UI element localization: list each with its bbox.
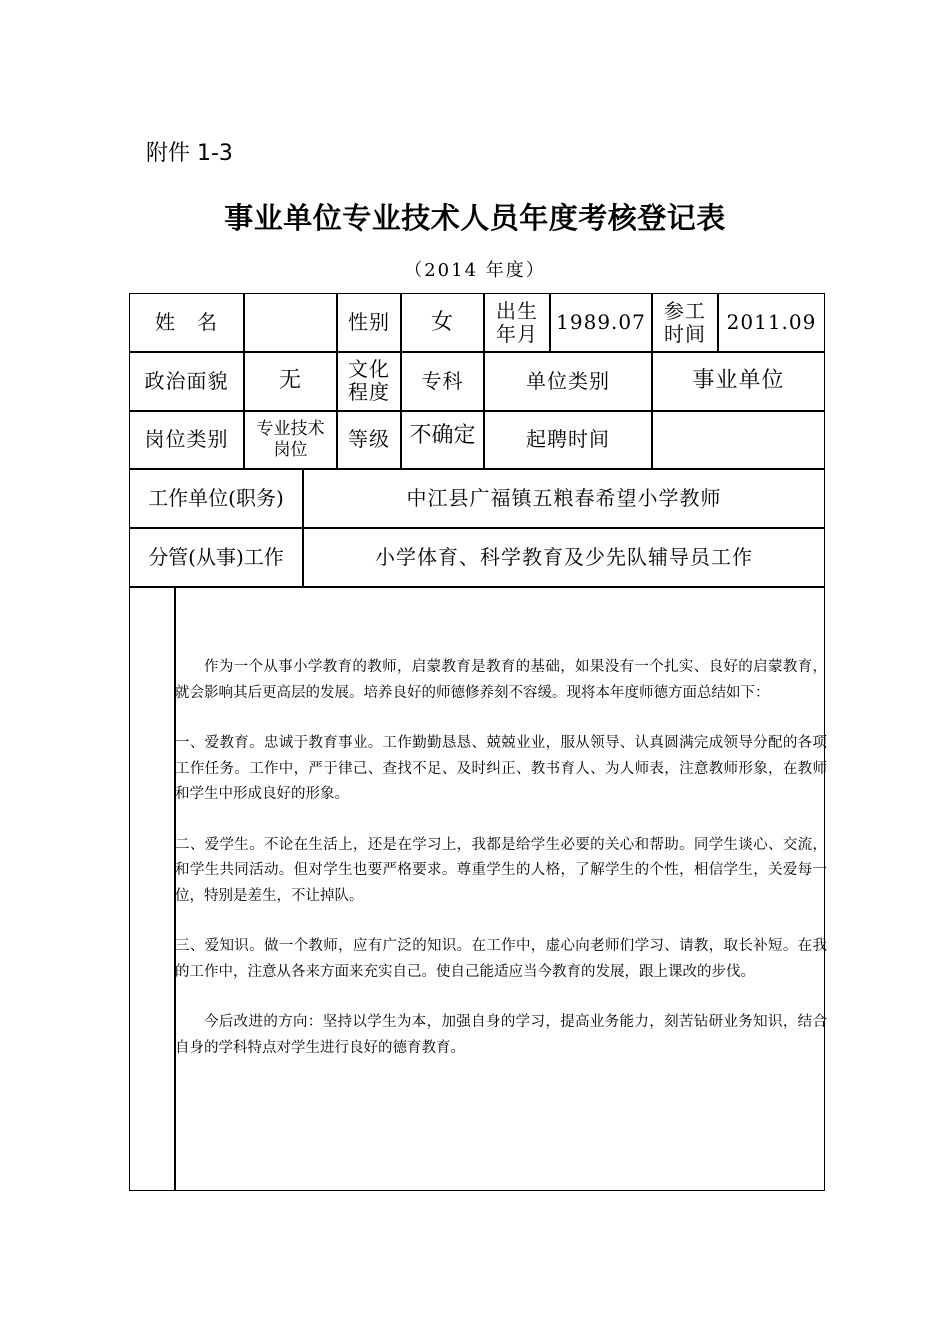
summary-paragraph: 作为一个从事小学教育的教师，启蒙教育是教育的基础，如果没有一个扎实、良好的启蒙教育，就会影响其后更高层的发展。培养良好的师德修养刻不容缓。现将本年度师德方面总结如下： xyxy=(175,659,827,701)
unit-type-label: 单位类别 xyxy=(526,368,610,393)
work-start-label xyxy=(653,294,717,351)
grade-label: 等级 xyxy=(348,427,390,451)
education-label-line1: 文化 xyxy=(348,357,390,381)
politics-label: 政治面貌 xyxy=(144,368,229,393)
name-value xyxy=(245,294,336,351)
post-type-value-line1: 专业技术 xyxy=(256,419,325,440)
work-start-value: 2011.09 xyxy=(726,310,817,334)
summary-paragraph: 一、爱教育。忠诚于教育事业。工作勤勤恳恳、兢兢业业，服从领导、认真圆满完成领导分配的各项工作任务。工作中，严于律己、查找不足、及时纠正、教书育人、为人师表，注意教师形象，在教师和学生中形成良好的形象。 xyxy=(175,735,827,802)
education-label-line2: 程度 xyxy=(348,380,390,404)
post-type-value-line2: 岗位 xyxy=(273,439,308,460)
hire-time-label: 起聘时间 xyxy=(526,427,610,451)
education-label xyxy=(338,352,400,410)
work-start-label-line1: 参工 xyxy=(664,298,706,323)
hire-time-value xyxy=(653,411,824,468)
birth-label-line1: 出生 xyxy=(496,298,538,323)
summary-paragraph: 今后改进的方向：坚持以学生为本，加强自身的学习，提高业务能力，刻苦钻研业务知识，结合自身的学科特点对学生进行良好的德育教育。 xyxy=(175,1014,827,1056)
gender-value: 女 xyxy=(430,309,454,335)
workplace-label: 工作单位(职务) xyxy=(148,485,284,510)
birth-label xyxy=(485,294,549,351)
education-value: 专科 xyxy=(421,368,464,393)
birth-value: 1989.07 xyxy=(556,310,646,334)
annex-label: 附件 1-3 xyxy=(146,141,233,166)
duty-value: 小学体育、科学教育及少先队辅导员工作 xyxy=(375,544,753,569)
summary-paragraph: 二、爱学生。不论在生活上，还是在学习上，我都是给学生必要的关心和帮助。同学生谈心、交流，和学生共同活动。但对学生也要严格要求。尊重学生的人格，了解学生的个性，相信学生，关爱每一位，特别是差生，不让掉队。 xyxy=(175,836,827,904)
summary-paragraph: 三、爱知识。做一个教师，应有广泛的知识。在工作中，虚心向老师们学习、请教，取长补短。在我的工作中，注意从各来方面来充实自己。使自己能适应当今教育的发展，跟上课改的步伐。 xyxy=(175,938,827,980)
workplace-value: 中江县广福镇五粮春希望小学教师 xyxy=(406,485,722,510)
name-label: 姓 名 xyxy=(155,310,218,334)
row-divider xyxy=(129,586,825,588)
politics-value: 无 xyxy=(278,368,302,394)
post-type-label: 岗位类别 xyxy=(144,427,229,451)
birth-label-line2: 年月 xyxy=(496,321,538,346)
unit-type-value: 事业单位 xyxy=(692,368,785,394)
annual-summary xyxy=(175,655,827,1086)
form-title: 事业单位专业技术人员年度考核登记表 xyxy=(224,201,726,235)
post-type-value xyxy=(245,411,336,468)
year-line: （2014 年度） xyxy=(404,260,546,281)
gender-label: 性别 xyxy=(348,310,390,334)
work-start-label-line2: 时间 xyxy=(664,321,706,346)
duty-label: 分管(从事)工作 xyxy=(148,544,284,569)
grade-value: 不确定 xyxy=(409,423,476,449)
